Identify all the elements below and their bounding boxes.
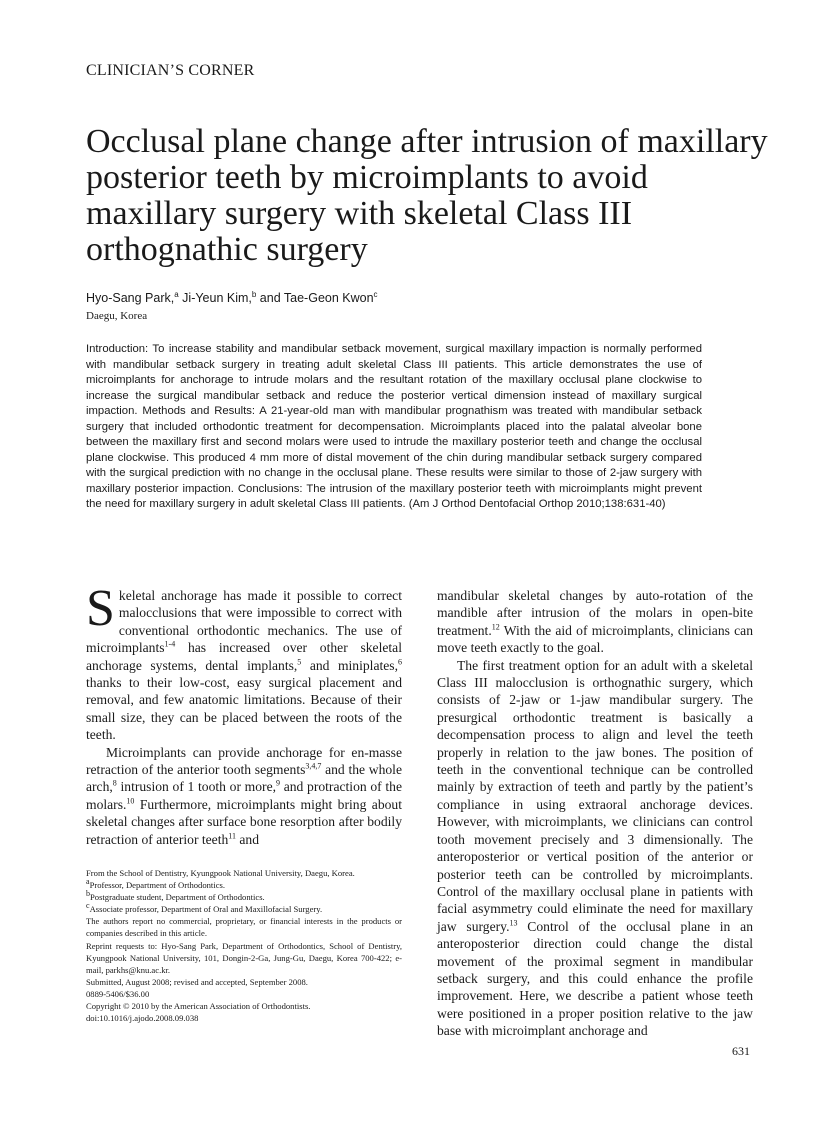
- footnote-author-b: [86, 891, 402, 903]
- author-list: [86, 291, 378, 305]
- reference-citation[interactable]: 12: [491, 622, 500, 632]
- body-text: With the aid of microimplants, clinicians can move teeth exactly to the goal.: [437, 622, 753, 656]
- abstract: Introduction: To increase stability and mandibular setback movement, surgical maxillary impaction is normally performed with mandibular setback surgery in treating adult skeletal Class III patients. This article demonstrates the use of microimplants for anchorage to intrude molars and the resultant rotation of the maxillary occlusal plane clockwise to increase the surgical mandibular setback and reduce the posterior vertical dimension instead of maxillary surgical impaction. Methods and Results: A 21-year-old man with mandibular prognathism was treated with mandibular setback surgery that included orthodontic treatment for decompensation. Microimplants placed into the palatal alveolar bone between the maxillary first and second molars were used to intrude the maxillary posterior teeth and change the occlusal plane clockwise. This produced 4 mm more of distal movement of the chin during mandibular setback surgery compared with the surgical prediction with no change in the occlusal plane. These results were similar to those of 2-jaw surgery with maxillary posterior impaction. Conclusions: The intrusion of the maxillary posterior teeth with microimplants might prevent the need for maxillary surgery in adult skeletal Class III patients. (Am J Orthod Dentofacial Orthop 2010;138:631-40): [86, 343, 702, 510]
- reference-citation[interactable]: 8: [112, 778, 117, 788]
- author-name: Ji-Yeun Kim,: [178, 291, 252, 305]
- body-text: and protraction of the molars.: [86, 779, 402, 812]
- footnote-issn: 0889-5406/$36.00: [86, 988, 150, 999]
- body-text: has increased over other skeletal anchorage systems, dental implants,: [86, 640, 402, 673]
- body-text: thanks to their low-cost, easy surgical placement and removal, and few anatomic limitations. Because of their small size, they can be placed between the roots of the teeth.: [86, 675, 402, 743]
- reference-citation[interactable]: 1-4: [164, 639, 176, 649]
- affiliation-mark: a: [174, 289, 179, 299]
- footnote-affiliation: From the School of Dentistry, Kyungpook National University, Daegu, Korea.: [86, 868, 355, 878]
- author-location: Daegu, Korea: [86, 310, 148, 322]
- body-text: intrusion of 1 tooth or more,: [116, 779, 277, 795]
- reference-citation[interactable]: 13: [509, 918, 518, 928]
- footnote-doi[interactable]: doi:10.1016/j.ajodo.2008.09.038: [86, 1013, 199, 1024]
- body-text: mandibular skeletal changes by auto-rotation of the mandible after intrusion of the molars in open-bite treatment.: [437, 588, 753, 638]
- author-name: and Tae-Geon Kwon: [256, 291, 374, 305]
- body-column-right: [437, 587, 753, 1040]
- footnote-reprint: Reprint requests to: Hyo-Sang Park, Department of Orthodontics, School of Dentistry, Kyungpook National University, 101, Dongin-2-Ga, Jung-Gu, Daegu, Korea 700-422; e-mail, parkhs@knu.ac.kr.: [86, 940, 402, 975]
- reference-citation[interactable]: 9: [276, 778, 281, 788]
- footnote-author-c: [86, 903, 402, 915]
- affiliation-mark: c: [373, 289, 378, 299]
- reference-citation[interactable]: 6: [398, 657, 402, 667]
- body-text: keletal anchorage has made it possible to correct malocclusions that were impossible to correct with conventional orthodontic mechanics. The use of microimplants: [86, 588, 402, 656]
- body-text: and: [236, 831, 260, 847]
- body-text: Microimplants can provide anchorage for en-masse retraction of the anterior tooth segments: [86, 744, 402, 778]
- body-text: The first treatment option for an adult with a skeletal Class III malocclusion is orthognathic surgery, which consists of 2-jaw or 1-jaw mandibular surgery. The presurgical orthodontic treatment is basically a decompensation process to align and level the teeth properly in relation to the jaw bones. The position of teeth in the conventional technique can be controlled mainly by extraction of teeth and partly by the patient’s compliance in using extraoral anchorage devices. However, with microimplants, we clinicians can control tooth movement precisely and 3 dimensionally. The anteroposterior or vertical position of the anterior or posterior teeth can be controlled by microimplants. Control of the maxillary occlusal plane in patients with facial asymmetry could eliminate the need for maxillary jaw surgery.: [437, 657, 753, 934]
- footnote-author-a: [86, 879, 402, 891]
- affiliation-mark: b: [86, 889, 90, 899]
- article-title: Occlusal plane change after intrusion of maxillary posterior teeth by microimplants to avoid maxillary surgery with skeletal Class III orthognathic surgery: [86, 123, 768, 268]
- footnote-disclosure: The authors report no commercial, proprietary, or financial interests in the products or companies described in this article.: [86, 916, 402, 939]
- reference-citation[interactable]: 3,4,7: [305, 761, 322, 771]
- drop-cap: S: [86, 580, 115, 637]
- body-text: Control of the occlusal plane in an anteroposterior direction could change the distal movement of the proximal segment in mandibular setback surgery, and this could enhance the profile improvement. Here, we describe a patient whose teeth were positioned in a proper position relative to the jaw base with microimplant anchorage and: [437, 918, 753, 1039]
- body-paragraph: [437, 657, 753, 1040]
- footnote-text: Professor, Department of Orthodontics.: [89, 880, 226, 891]
- affiliation-mark: c: [86, 901, 90, 911]
- body-paragraph: [437, 587, 753, 657]
- affiliation-mark: a: [86, 877, 90, 887]
- footnote-submitted: Submitted, August 2008; revised and accepted, September 2008.: [86, 976, 308, 987]
- body-text: and miniplates,: [301, 657, 398, 673]
- affiliation-mark: b: [251, 289, 257, 299]
- reference-citation[interactable]: 5: [297, 657, 302, 667]
- page-number: 631: [732, 1044, 750, 1058]
- reference-citation[interactable]: 11: [228, 831, 236, 841]
- footnote-copyright: Copyright © 2010 by the American Association of Orthodontists.: [86, 1001, 311, 1012]
- footnotes: [86, 867, 402, 1024]
- footnote-text: Associate professor, Department of Oral and Maxillofacial Surgery.: [89, 904, 323, 915]
- body-paragraph: [86, 580, 402, 744]
- reference-citation[interactable]: 10: [126, 796, 135, 806]
- body-column-left: [86, 580, 402, 848]
- body-text: Furthermore, microimplants might bring about skeletal changes after surface bone resorption after bodily retraction of anterior teeth: [86, 796, 402, 847]
- author-name: Hyo-Sang Park,: [86, 291, 175, 305]
- section-label: CLINICIAN’S CORNER: [86, 62, 255, 79]
- body-text: and the whole arch,: [86, 762, 402, 795]
- footnote-text: Postgraduate student, Department of Orthodontics.: [90, 892, 265, 903]
- body-paragraph: [86, 744, 402, 848]
